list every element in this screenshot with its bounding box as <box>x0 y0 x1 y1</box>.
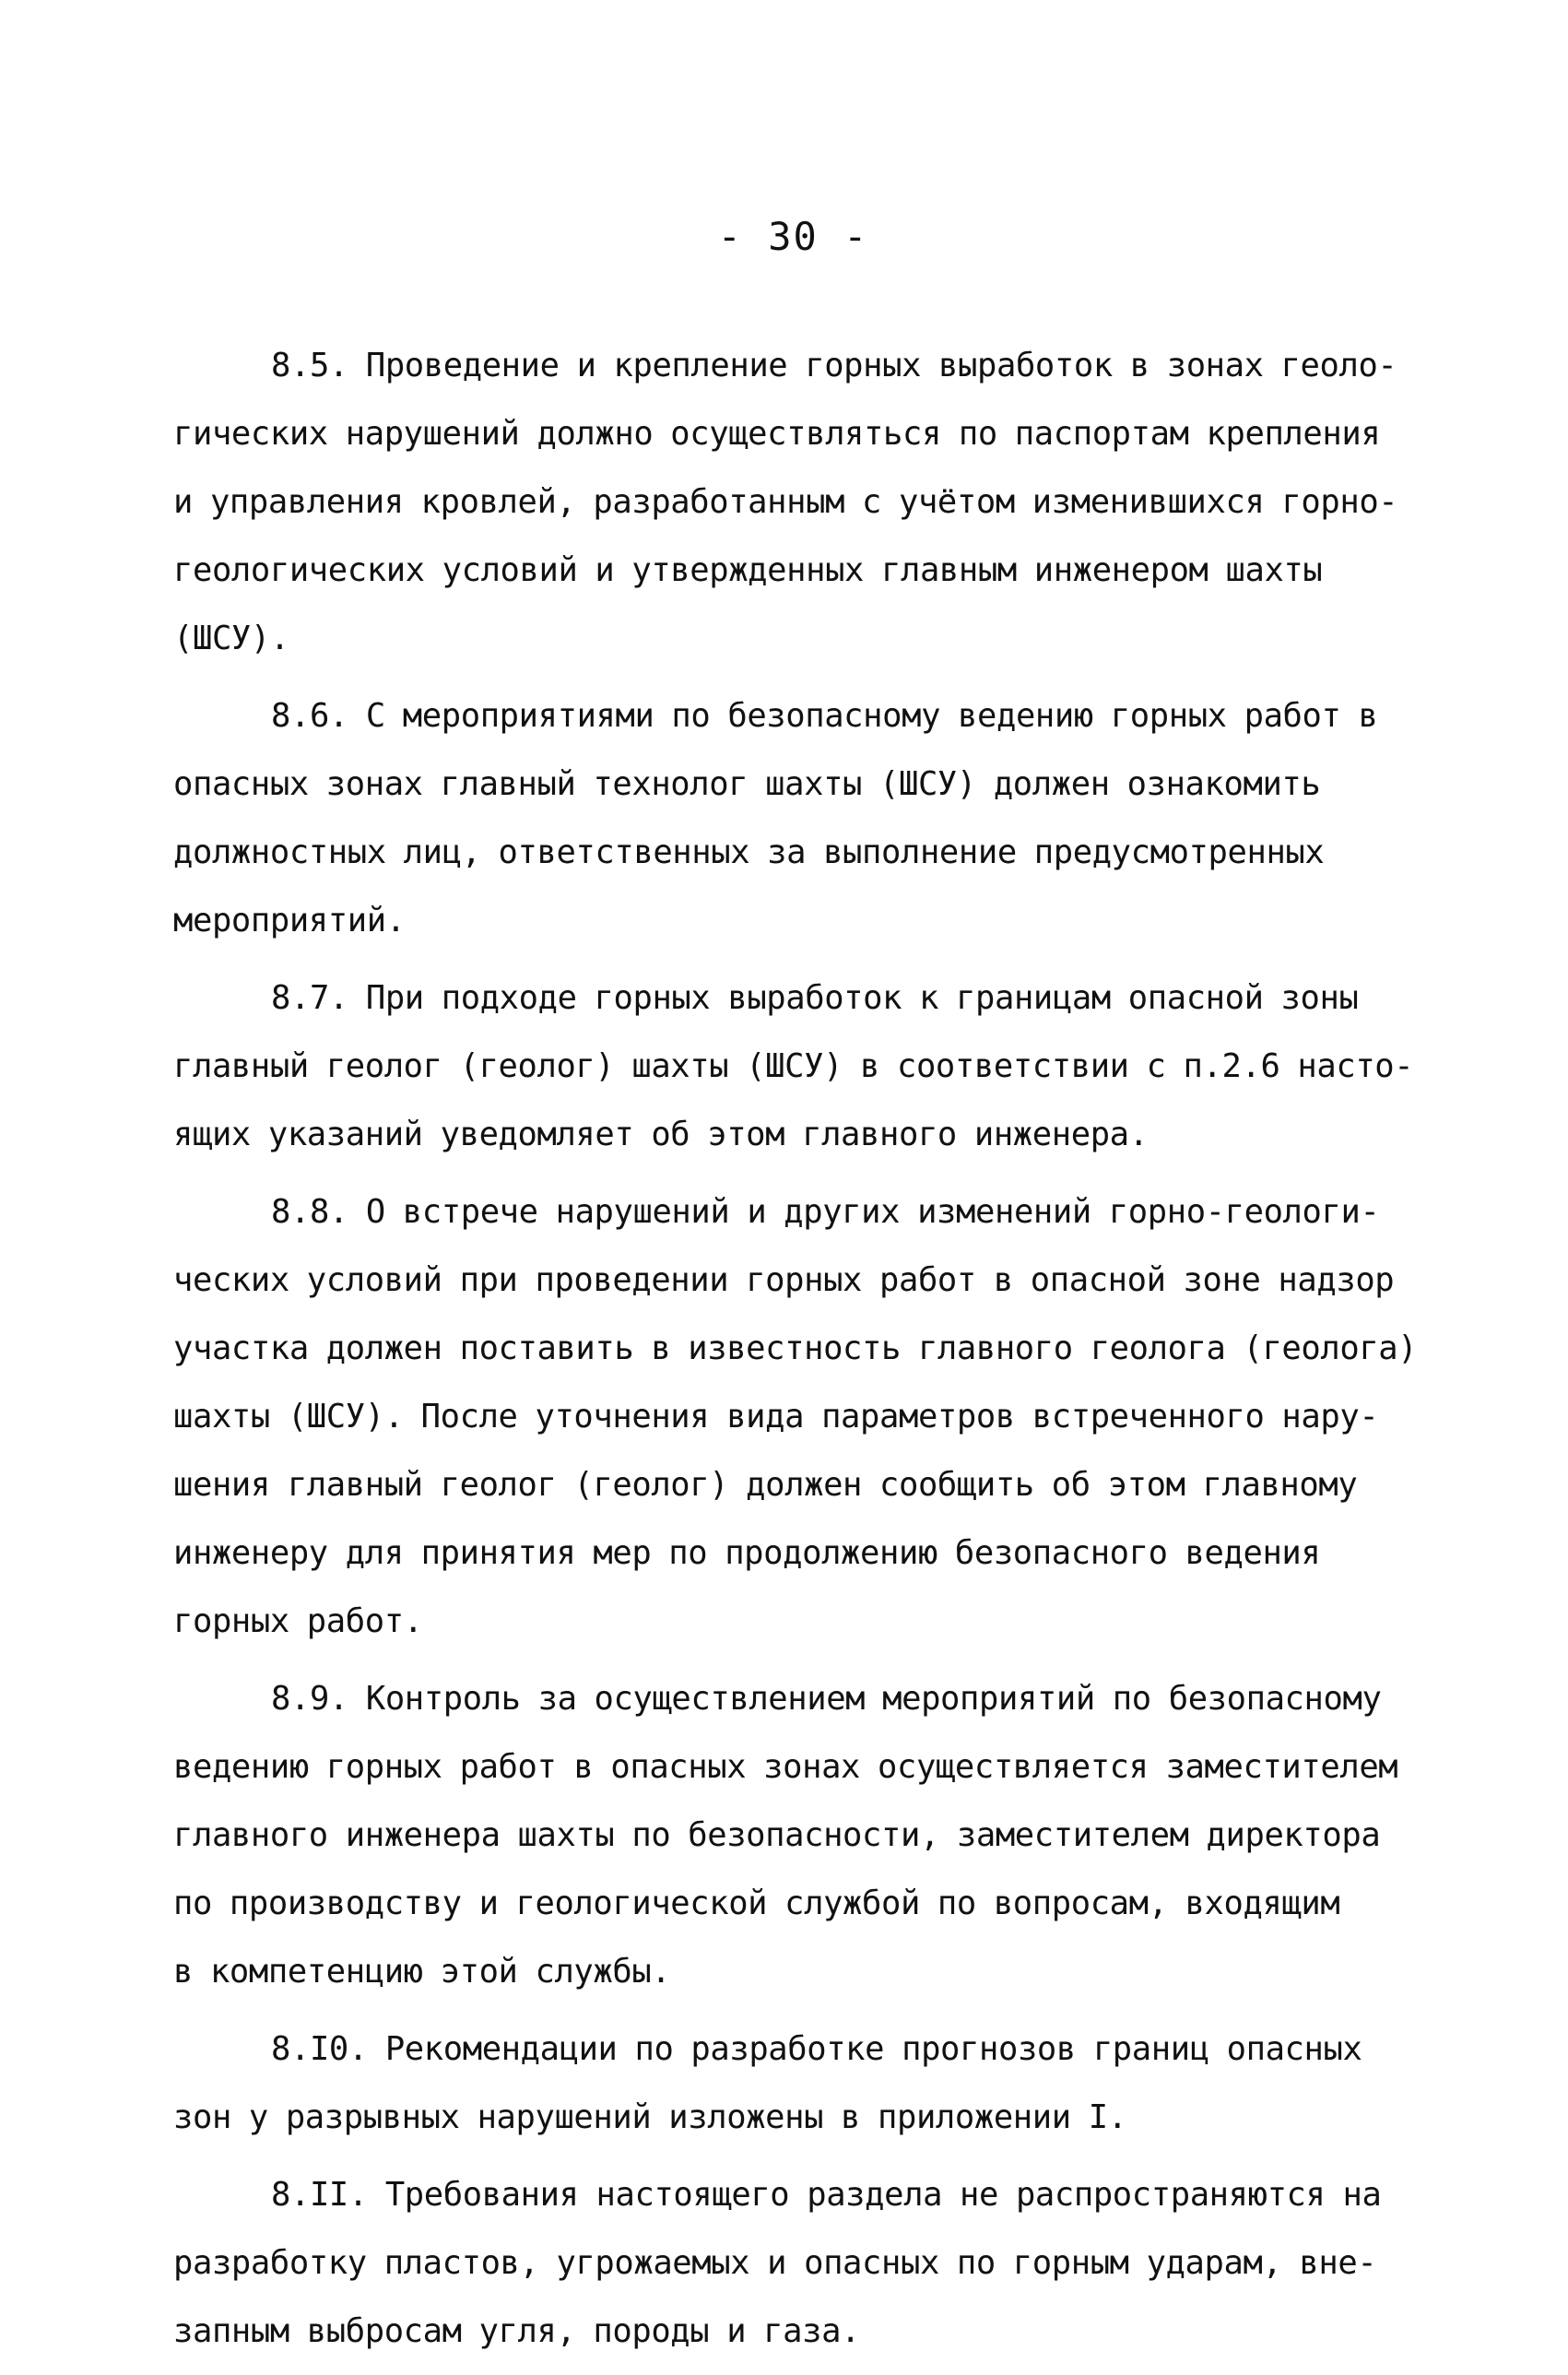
text-line: 8.8. О встрече нарушений и других изменений горно-геологи- <box>271 1193 1380 1231</box>
text-line: геологических условий и утвержденных главным инженером шахты <box>173 551 1323 589</box>
text-line: опасных зонах главный технолог шахты (ШСУ) должен ознакомить <box>173 765 1321 803</box>
text-line: ведению горных работ в опасных зонах осуществляется заместителем <box>173 1748 1398 1786</box>
text-line: зон у разрывных нарушений изложены в приложении I. <box>173 2098 1127 2136</box>
text-line: ящих указаний уведомляет об этом главного инженера. <box>173 1116 1149 1153</box>
text-line: 8.9. Контроль за осуществлением мероприятий по безопасному <box>271 1680 1382 1718</box>
text-line: в компетенцию этой службы. <box>173 1953 671 1991</box>
text-line: запным выбросам угля, породы и газа. <box>173 2312 861 2350</box>
paragraph-8-7 <box>173 964 1427 1169</box>
text-line: 8.I0. Рекомендации по разработке прогнозов границ опасных <box>271 2030 1362 2068</box>
text-line: главный геолог (геолог) шахты (ШСУ) в соответствии с п.2.6 насто- <box>173 1047 1414 1085</box>
paragraph-8-8 <box>173 1178 1427 1656</box>
page-number: - 30 - <box>717 214 869 259</box>
paragraph-8-10 <box>173 2015 1427 2152</box>
text-line: 8.II. Требования настоящего раздела не распространяются на <box>271 2176 1382 2214</box>
paragraph-8-6 <box>173 682 1427 955</box>
text-line: горных работ. <box>173 1602 423 1640</box>
text-line: главного инженера шахты по безопасности, заместителем директора <box>173 1816 1381 1854</box>
text-line: 8.5. Проведение и крепление горных выработок в зонах геоло- <box>271 347 1397 384</box>
text-line: ческих условий при проведении горных работ в опасной зоне надзор <box>173 1261 1395 1299</box>
paragraph-8-11 <box>173 2161 1427 2366</box>
text-line: мероприятий. <box>173 902 406 939</box>
text-line: 8.6. С мероприятиями по безопасному ведению горных работ в <box>271 697 1378 735</box>
text-line: участка должен поставить в известность главного геолога (геолога) <box>173 1329 1418 1367</box>
paragraph-8-9 <box>173 1665 1427 2006</box>
text-line: по производству и геологической службой по вопросам, входящим <box>173 1885 1340 1922</box>
text-line: гических нарушений должно осуществляться по паспортам крепления <box>173 415 1381 453</box>
text-line: шения главный геолог (геолог) должен сообщить об этом главному <box>173 1466 1358 1504</box>
text-line: и управления кровлей, разработанным с учётом изменившихся горно- <box>173 483 1398 521</box>
document-body <box>173 332 1427 2375</box>
text-line: разработку пластов, угрожаемых и опасных по горным ударам, вне- <box>173 2244 1377 2282</box>
text-line: инженеру для принятия мер по продолжению безопасного ведения <box>173 1534 1321 1572</box>
text-line: 8.7. При подходе горных выработок к границам опасной зоны <box>271 979 1359 1017</box>
text-line: (ШСУ). <box>173 620 289 657</box>
text-line: должностных лиц, ответственных за выполнение предусмотренных <box>173 833 1325 871</box>
text-line: шахты (ШСУ). После уточнения вида параметров встреченного нару- <box>173 1398 1379 1436</box>
paragraph-8-5 <box>173 332 1427 673</box>
